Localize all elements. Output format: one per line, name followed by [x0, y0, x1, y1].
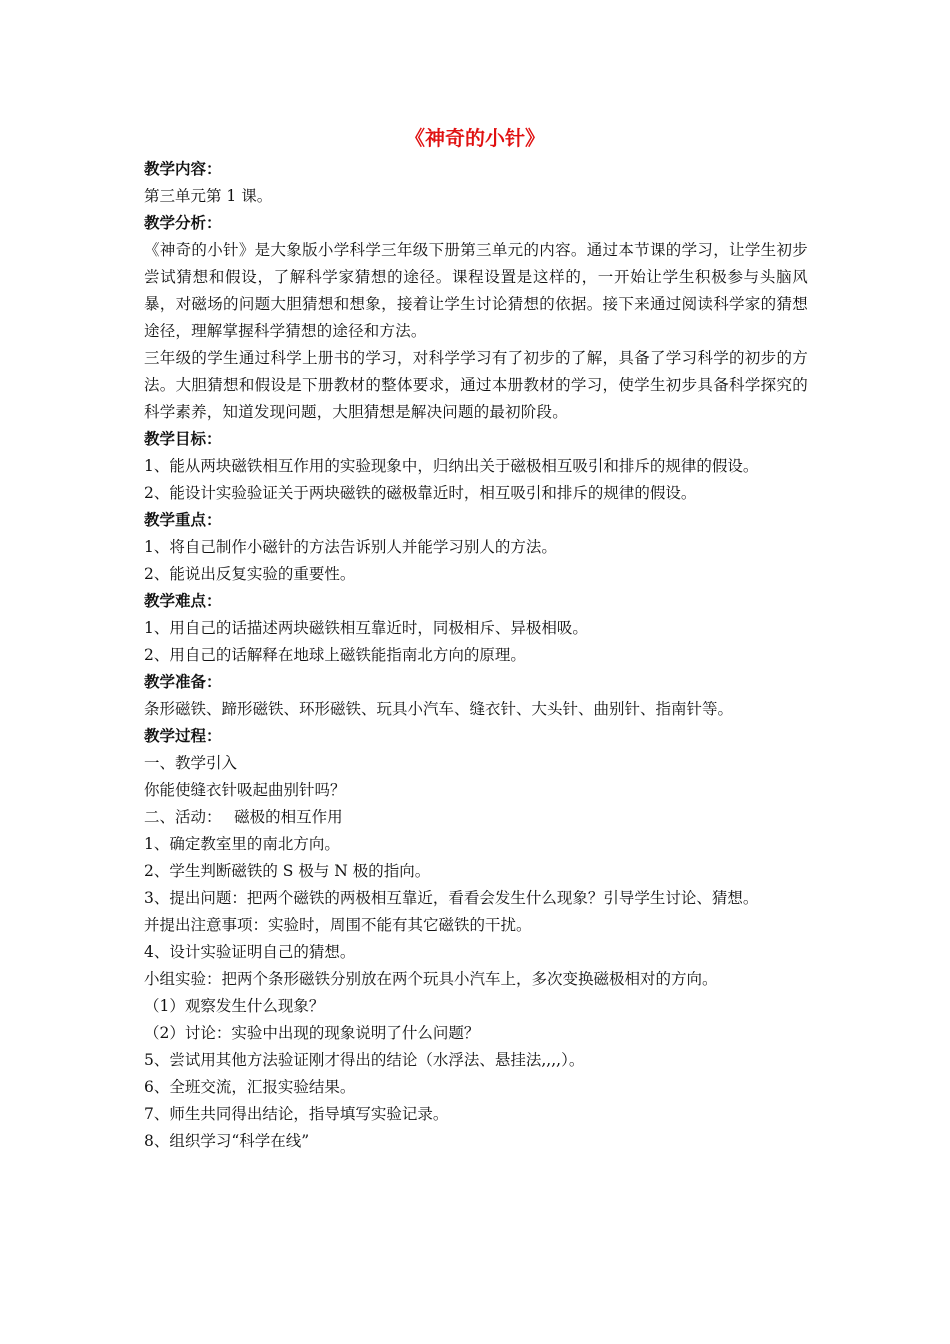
process-line: 小组实验：把两个条形磁铁分别放在两个玩具小汽车上，多次变换磁极相对的方向。 — [144, 970, 718, 988]
section-heading-content: 教学内容： — [144, 160, 222, 178]
process-line: 并提出注意事项：实验时，周围不能有其它磁铁的干扰。 — [144, 916, 532, 934]
process-line: （1）观察发生什么现象？ — [144, 997, 325, 1015]
section-heading-preparation: 教学准备： — [144, 673, 222, 691]
section-heading-goals: 教学目标： — [144, 430, 222, 448]
process-line: 8、组织学习“科学在线” — [144, 1132, 310, 1150]
document-body — [144, 156, 808, 1155]
difficulty-line: 2、用自己的话解释在地球上磁铁能指南北方向的原理。 — [144, 646, 526, 664]
content-line: 第三单元第 1 课。 — [144, 187, 273, 205]
section-heading-analysis: 教学分析： — [144, 214, 222, 232]
section-heading-process: 教学过程： — [144, 727, 222, 745]
goal-line: 1、能从两块磁铁相互作用的实验现象中，归纳出关于磁极相互吸引和排斥的规律的假设。 — [144, 457, 759, 475]
process-line: 1、确定教室里的南北方向。 — [144, 835, 340, 853]
process-line: 2、学生判断磁铁的 S 极与 N 极的指向。 — [144, 862, 431, 880]
analysis-paragraph: 《神奇的小针》是大象版小学科学三年级下册第三单元的内容。通过本节课的学习，让学生初步尝试猜想和假设，了解科学家猜想的途径。课程设置是这样的，一开始让学生积极参与头脑风暴，对磁场的问题大胆猜想和想象，接着让学生讨论猜想的依据。接下来通过阅读科学家的猜想途径，理解掌握科学猜想的途径和方法。 — [144, 241, 808, 340]
process-line: 5、尝试用其他方法验证刚才得出的结论（水浮法、悬挂法,,,,）。 — [144, 1051, 585, 1069]
process-line: 二、活动： 磁极的相互作用 — [144, 808, 343, 826]
keypoint-line: 1、将自己制作小磁针的方法告诉别人并能学习别人的方法。 — [144, 538, 557, 556]
process-line: 一、教学引入 — [144, 754, 238, 772]
process-line: 你能使缝衣针吸起曲别针吗？ — [144, 781, 346, 799]
document-title: 《神奇的小针》 — [405, 126, 545, 150]
process-line: （2）讨论：实验中出现的现象说明了什么问题？ — [144, 1024, 480, 1042]
process-line: 6、全班交流，汇报实验结果。 — [144, 1078, 356, 1096]
process-line: 7、师生共同得出结论，指导填写实验记录。 — [144, 1105, 449, 1123]
difficulty-line: 1、用自己的话描述两块磁铁相互靠近时，同极相斥、异极相吸。 — [144, 619, 588, 637]
goal-line: 2、能设计实验验证关于两块磁铁的磁极靠近时，相互吸引和排斥的规律的假设。 — [144, 484, 697, 502]
process-line: 3、提出问题：把两个磁铁的两极相互靠近，看看会发生什么现象？引导学生讨论、猜想。 — [144, 889, 759, 907]
keypoint-line: 2、能说出反复实验的重要性。 — [144, 565, 356, 583]
preparation-line: 条形磁铁、蹄形磁铁、环形磁铁、玩具小汽车、缝衣针、大头针、曲别针、指南针等。 — [144, 700, 734, 718]
section-heading-keypoints: 教学重点： — [144, 511, 222, 529]
analysis-paragraph: 三年级的学生通过科学上册书的学习，对科学学习有了初步的了解，具备了学习科学的初步的方法。大胆猜想和假设是下册教材的整体要求，通过本册教材的学习，使学生初步具备科学探究的科学素养，知道发现问题，大胆猜想是解决问题的最初阶段。 — [144, 349, 808, 421]
process-line: 4、设计实验证明自己的猜想。 — [144, 943, 356, 961]
section-heading-difficulties: 教学难点： — [144, 592, 222, 610]
